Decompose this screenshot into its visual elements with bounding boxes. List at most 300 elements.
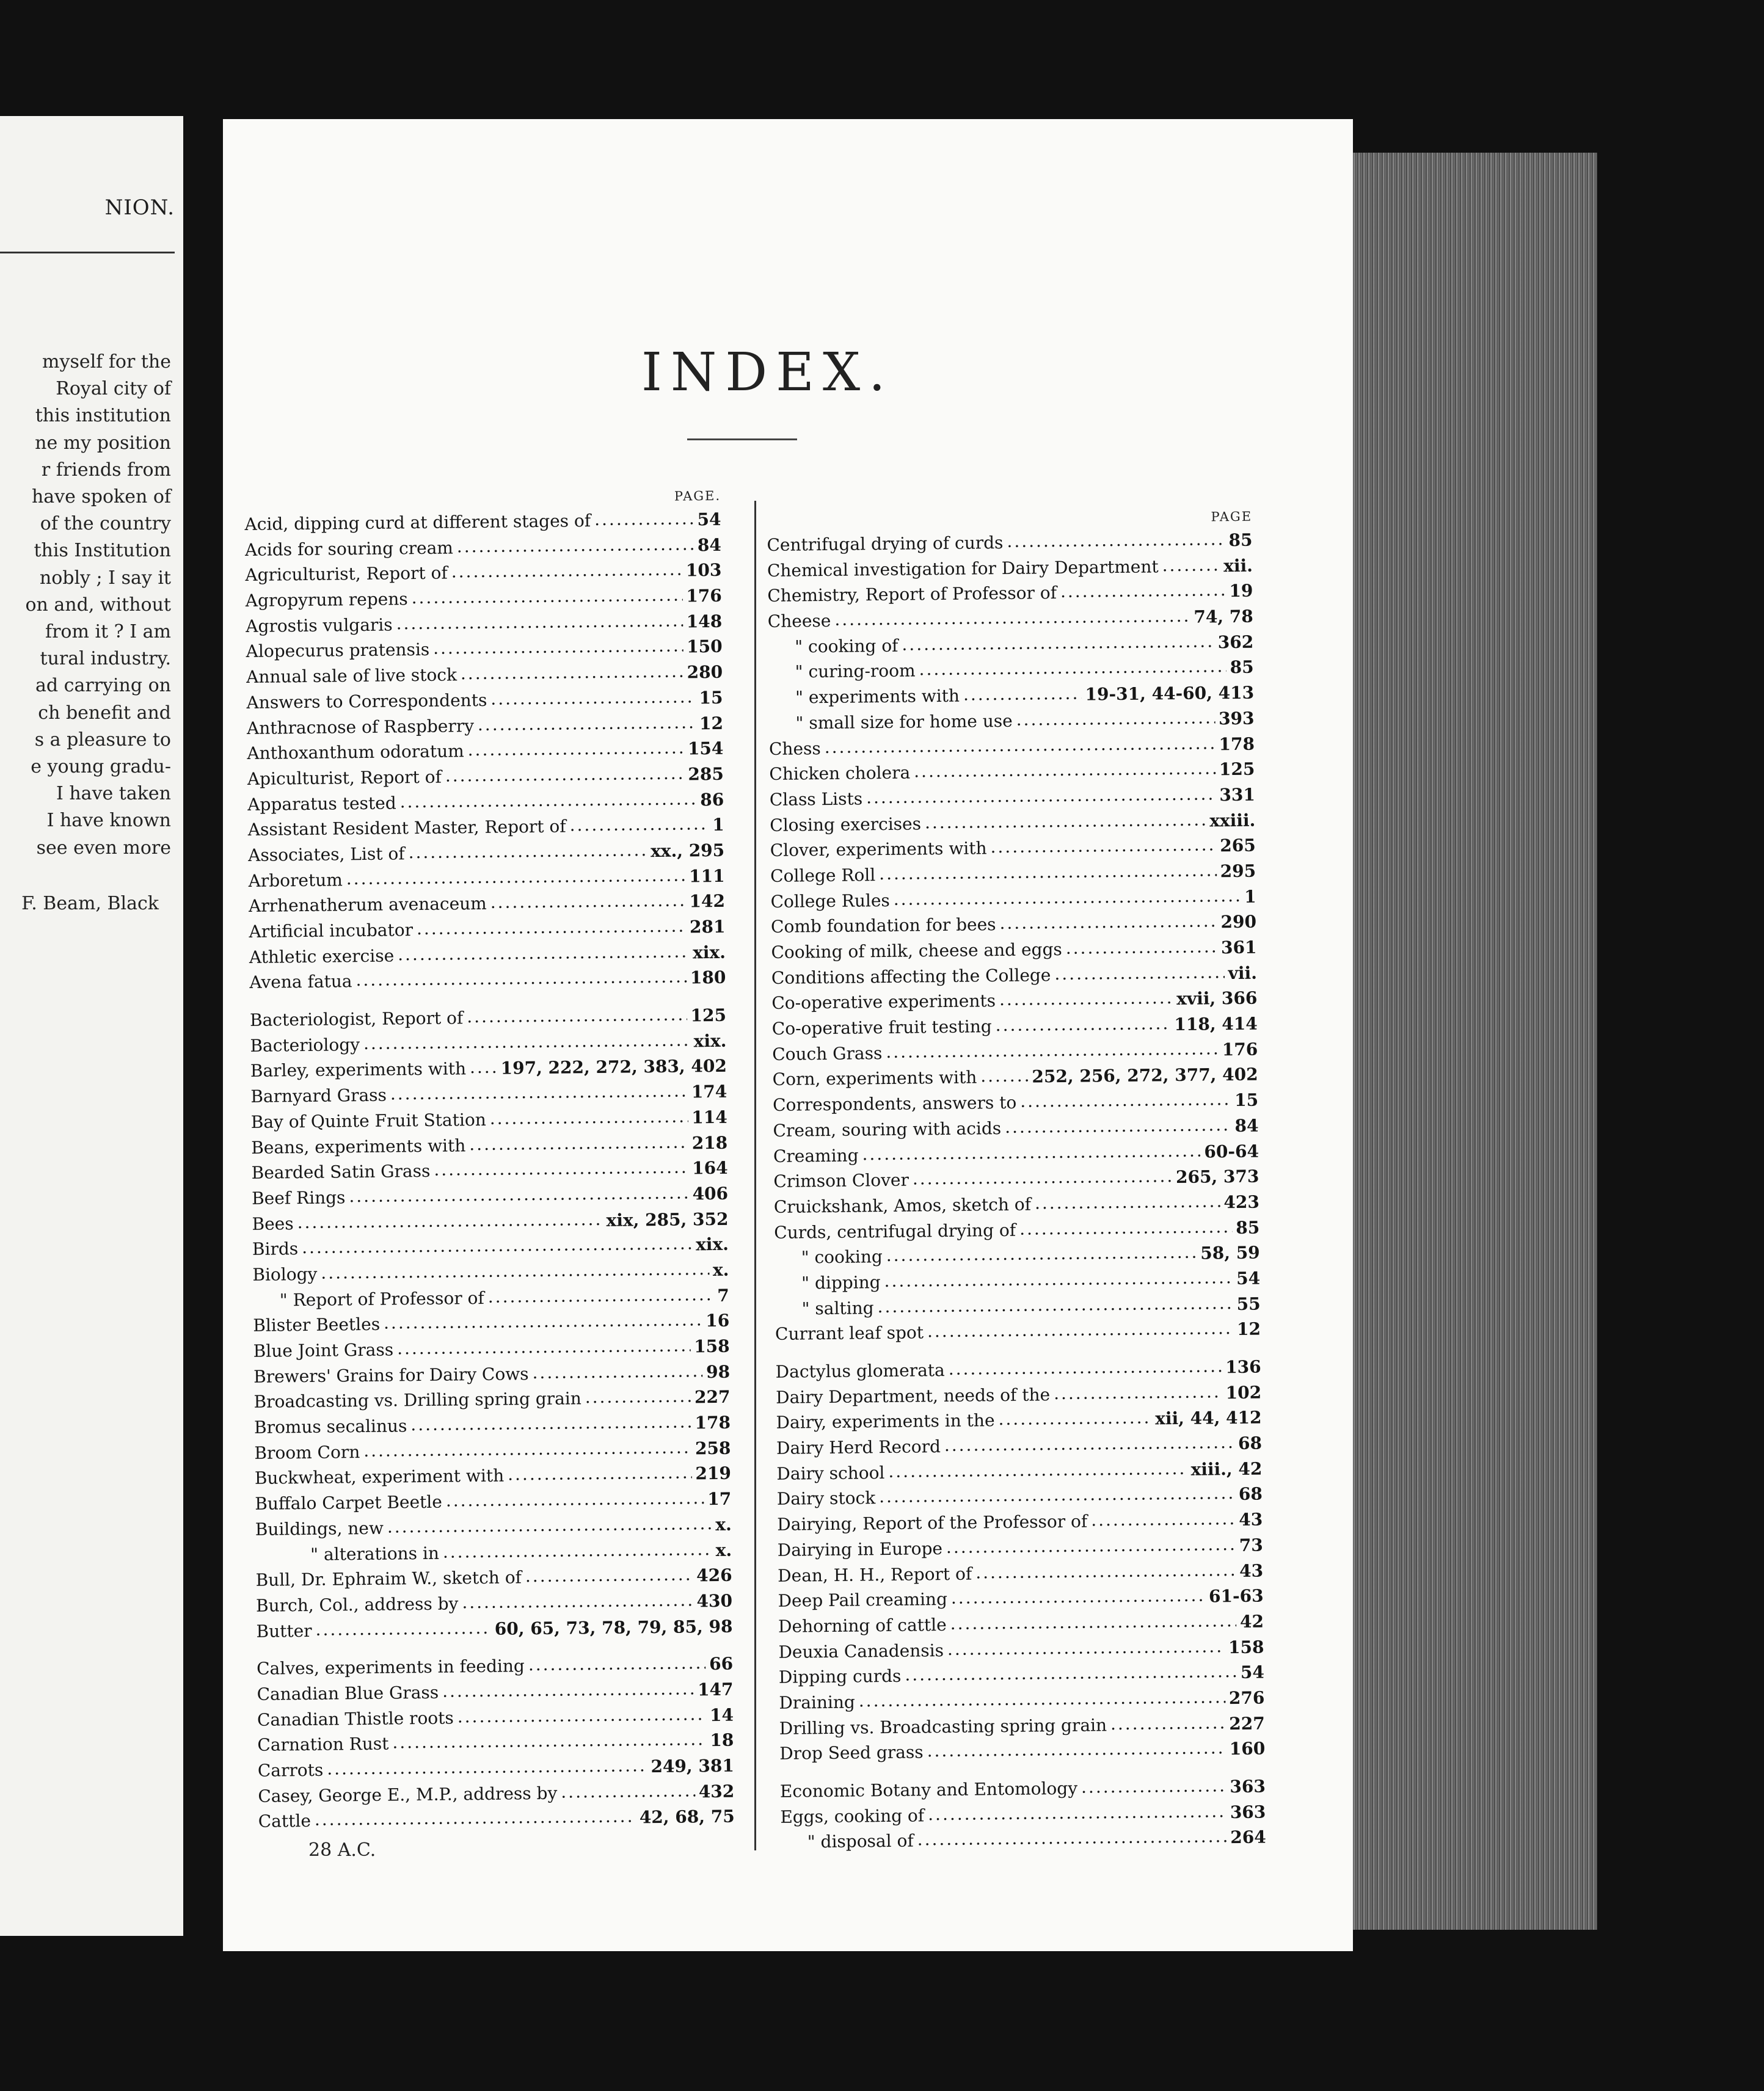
index-entry-page: 84 xyxy=(697,534,722,555)
leader-dots xyxy=(995,1011,1170,1038)
index-entry-term: Brewers' Grains for Dairy Cows xyxy=(253,1363,529,1387)
leader-dots xyxy=(384,1307,702,1336)
leader-dots xyxy=(478,710,696,737)
facing-page-line: have spoken of xyxy=(31,486,171,507)
index-entry-page: 43 xyxy=(1239,1560,1264,1581)
leader-dots xyxy=(927,1315,1233,1344)
index-entry-page: 176 xyxy=(1222,1039,1258,1060)
index-entry-term: Bull, Dr. Ephraim W., sketch of xyxy=(255,1567,522,1591)
index-entry-page: 252, 256, 272, 377, 402 xyxy=(1032,1064,1258,1087)
index-entry-page: 85 xyxy=(1236,1217,1260,1238)
index-entry-page: 148 xyxy=(686,611,723,632)
leader-dots xyxy=(363,1027,690,1056)
index-entry-term: Bromus secalinus xyxy=(253,1416,407,1438)
leader-dots xyxy=(410,1409,691,1438)
index-entry-page: 1 xyxy=(712,815,724,835)
index-entry-page: x. xyxy=(715,1514,732,1535)
index-entry-page: 17 xyxy=(707,1488,732,1510)
leader-dots xyxy=(528,1650,706,1678)
index-entry-term: Broom Corn xyxy=(254,1441,360,1463)
leader-dots xyxy=(919,654,1226,683)
index-entry-term: Dairy Herd Record xyxy=(776,1436,941,1458)
index-entry-term: Curds, centrifugal drying of xyxy=(774,1220,1016,1243)
facing-page-rule xyxy=(0,252,175,253)
index-entry-term: Dairy, experiments in the xyxy=(776,1410,995,1433)
book-page-edges xyxy=(1341,153,1597,1930)
index-entry-term: Dairying in Europe xyxy=(777,1538,943,1560)
index-entry-page: 363 xyxy=(1230,1776,1266,1797)
index-entry-term: Apiculturist, Report of xyxy=(247,766,442,789)
facing-page-line: r friends from xyxy=(41,459,171,481)
index-entry-term: Associates, List of xyxy=(248,843,405,865)
index-entry-page: 15 xyxy=(699,687,723,708)
facing-page-line: this institution xyxy=(35,405,171,427)
leader-dots xyxy=(411,583,682,611)
leader-dots xyxy=(408,837,647,865)
index-entry-term: Conditions affecting the College xyxy=(771,964,1051,988)
index-entry-term: Butter xyxy=(256,1620,312,1642)
index-entry-term: Apparatus tested xyxy=(247,792,396,815)
leader-dots xyxy=(1054,959,1225,987)
leader-dots xyxy=(442,1676,694,1704)
index-entry-term: Buildings, new xyxy=(255,1518,384,1540)
index-entry-page: 98 xyxy=(705,1361,731,1382)
index-entry-term: Dairy school xyxy=(776,1462,885,1484)
leader-dots xyxy=(825,730,1215,760)
index-entry-page: 285 xyxy=(688,763,724,785)
column-divider xyxy=(754,501,756,1850)
facing-page-line: nobly ; I say it xyxy=(39,567,171,589)
facing-page-line: ch benefit and xyxy=(38,702,171,724)
index-entry-term: Answers to Correspondents xyxy=(246,689,487,713)
index-entry-term: Athletic exercise xyxy=(249,945,395,967)
index-entry-term: Closing exercises xyxy=(770,813,922,835)
index-entry-term: Dipping curds xyxy=(778,1666,902,1688)
index-entry-page: 54 xyxy=(1240,1662,1265,1683)
index-entry-term: Anthracnose of Raspberry xyxy=(246,715,475,738)
leader-dots xyxy=(346,862,686,892)
facing-page-line: s a pleasure to xyxy=(34,729,171,751)
index-entry-page: xii, 44, 412 xyxy=(1154,1407,1262,1429)
index-entry-term: Beans, experiments with xyxy=(251,1135,466,1158)
index-entry xyxy=(779,1736,1265,1767)
leader-dots xyxy=(963,681,1082,708)
index-entry-term: Centrifugal drying of curds xyxy=(767,532,1004,555)
index-entry-page: xvii, 366 xyxy=(1176,988,1258,1009)
index-entry-term: Canadian Thistle roots xyxy=(257,1707,454,1730)
facing-page-line: Royal city of xyxy=(56,378,171,400)
leader-dots xyxy=(525,1562,693,1590)
index-entry-page: 423 xyxy=(1223,1191,1260,1213)
index-entry xyxy=(781,1825,1266,1855)
index-entry-page: 66 xyxy=(709,1653,734,1675)
index-entry-page: 68 xyxy=(1237,1433,1263,1454)
index-entry-term: Corn, experiments with xyxy=(772,1067,977,1090)
index-entry-page: 178 xyxy=(694,1412,731,1433)
index-entry-page: 125 xyxy=(1219,758,1255,780)
leader-dots xyxy=(879,1480,1235,1510)
leader-dots xyxy=(457,531,694,559)
leader-dots xyxy=(392,1727,706,1756)
index-entry-term: Chemical investigation for Dairy Department xyxy=(767,556,1159,581)
index-entry-page: 102 xyxy=(1225,1382,1262,1403)
index-entry-term: Broadcasting vs. Drilling spring grain xyxy=(253,1388,581,1413)
leader-dots xyxy=(399,786,696,815)
index-entry-term: Arboretum xyxy=(248,869,343,891)
index-entry-term: Bay of Quinte Fruit Station xyxy=(250,1109,486,1132)
index-entry-page: 84 xyxy=(1234,1115,1259,1136)
index-entry-term: Barnyard Grass xyxy=(250,1085,387,1107)
index-entry-term: " curing-room xyxy=(795,660,916,682)
index-entry-term: Chess xyxy=(768,738,821,759)
leader-dots xyxy=(980,1063,1029,1089)
index-entry-page: 12 xyxy=(1236,1318,1261,1340)
index-entry-term: Agrostis vulgaris xyxy=(246,614,393,636)
index-entry-term: Buckwheat, experiment with xyxy=(254,1466,505,1489)
index-entry-page: 150 xyxy=(687,636,723,657)
index-entry-page: 154 xyxy=(687,738,724,759)
leader-dots xyxy=(862,1138,1200,1167)
index-entry-term: Acid, dipping curd at different stages of xyxy=(244,511,591,534)
leader-dots xyxy=(951,1583,1206,1611)
index-entry-term: Bacteriology xyxy=(250,1034,360,1056)
index-entry-page: 147 xyxy=(697,1679,734,1700)
index-entry-page: 42, 68, 75 xyxy=(639,1806,735,1828)
index-entry-page: 85 xyxy=(1230,657,1254,678)
index-entry-page: 265 xyxy=(1220,835,1256,856)
leader-dots xyxy=(434,1155,688,1183)
facing-page-line: myself for the xyxy=(42,351,171,373)
index-entry-term: " alterations in xyxy=(310,1543,440,1565)
leader-dots xyxy=(894,883,1241,912)
index-entry-page: 136 xyxy=(1225,1356,1261,1378)
index-entry-term: Agropyrum repens xyxy=(245,589,408,611)
facing-page-line: ne my position xyxy=(35,432,171,454)
leader-dots xyxy=(998,1405,1151,1432)
index-entry-page: 280 xyxy=(687,661,723,683)
index-entry-page: 18 xyxy=(710,1730,734,1751)
index-entry-page: 164 xyxy=(691,1157,728,1179)
index-entry-term: " cooking xyxy=(801,1246,883,1268)
index-entry-term: Annual sale of live stock xyxy=(246,664,457,688)
leader-dots xyxy=(902,628,1214,657)
index-entry-page: 68 xyxy=(1238,1484,1263,1505)
index-entry-page: 86 xyxy=(700,789,724,810)
index-entry-page: 54 xyxy=(697,509,721,530)
index-entry-page: 60-64 xyxy=(1204,1141,1259,1162)
index-entry-page: 249, 381 xyxy=(651,1755,735,1777)
index-entry-term: Birds xyxy=(252,1238,299,1260)
leader-dots xyxy=(1016,705,1215,732)
index-entry-term: Chemistry, Report of Professor of xyxy=(767,583,1057,606)
leader-dots xyxy=(999,909,1217,936)
leader-dots xyxy=(488,1282,714,1310)
leader-dots xyxy=(302,1231,692,1260)
index-entry-term: Beef Rings xyxy=(251,1187,346,1209)
index-entry-page: x. xyxy=(712,1259,729,1280)
index-entry-term: " dipping xyxy=(801,1272,881,1293)
leader-dots xyxy=(490,1104,688,1131)
index-entry-term: Calves, experiments in feeding xyxy=(256,1656,525,1679)
index-entry-term: College Roll xyxy=(770,865,876,886)
leader-dots xyxy=(363,1435,691,1463)
index-entry-page: 74, 78 xyxy=(1194,606,1253,627)
leader-dots xyxy=(975,1557,1236,1585)
index-entry-term: Drilling vs. Broadcasting spring grain xyxy=(779,1714,1107,1739)
leader-dots xyxy=(532,1358,702,1386)
leader-dots xyxy=(886,1240,1197,1268)
index-entry-page: 393 xyxy=(1218,708,1255,729)
index-entry-term: Dairying, Report of the Professor of xyxy=(777,1511,1088,1535)
leader-dots xyxy=(1060,578,1226,605)
index-entry-term: Carrots xyxy=(257,1759,324,1781)
leader-dots xyxy=(315,1804,636,1833)
index-entry-page: 19 xyxy=(1229,581,1253,602)
index-entry-page: xix. xyxy=(692,942,726,963)
column-header: PAGE xyxy=(1211,509,1253,525)
index-entry-page: 54 xyxy=(1236,1268,1261,1289)
leader-dots xyxy=(445,760,685,788)
leader-dots xyxy=(917,1824,1226,1853)
index-entry xyxy=(249,965,726,995)
index-entry-page: 19-31, 44-60, 413 xyxy=(1085,682,1255,705)
index-entry-page: 60, 65, 73, 78, 79, 85, 98 xyxy=(494,1616,733,1639)
index-entry-page: 15 xyxy=(1234,1089,1259,1111)
index-entry-page: x. xyxy=(715,1540,732,1560)
leader-dots xyxy=(396,608,683,636)
leader-dots xyxy=(462,1587,693,1615)
index-entry-page: 290 xyxy=(1220,911,1257,933)
index-entry-page: xix, 285, 352 xyxy=(606,1209,729,1231)
index-entry-page: 361 xyxy=(1220,937,1257,958)
index-entry-term: Deuxia Canadensis xyxy=(778,1640,944,1662)
leader-dots xyxy=(947,1634,1225,1662)
leader-dots xyxy=(925,807,1206,835)
index-entry-term: Cruickshank, Amos, sketch of xyxy=(773,1194,1032,1217)
leader-dots xyxy=(950,1608,1236,1637)
leader-dots xyxy=(490,888,686,915)
index-entry-term: Drop Seed grass xyxy=(779,1742,924,1764)
index-entry-term: Biology xyxy=(252,1264,318,1285)
leader-dots xyxy=(1005,1112,1231,1140)
facing-page-line: this Institution xyxy=(34,540,171,562)
leader-dots xyxy=(1019,1214,1233,1242)
facing-page-line: ad carrying on xyxy=(35,675,171,697)
index-entry-term: Clover, experiments with xyxy=(770,838,987,861)
index-entry-term: Agriculturist, Report of xyxy=(245,562,448,586)
facing-page-line: on and, without xyxy=(25,594,171,616)
index-entry-page: 197, 222, 272, 383, 402 xyxy=(500,1056,727,1079)
leader-dots xyxy=(946,1532,1236,1560)
index-entry-page: 14 xyxy=(709,1704,734,1725)
index-entry-page: 160 xyxy=(1229,1738,1266,1759)
index-entry-page: 430 xyxy=(696,1590,733,1612)
leader-dots xyxy=(457,1701,707,1729)
index-entry-page: 118, 414 xyxy=(1174,1013,1258,1035)
leader-dots xyxy=(585,1384,691,1411)
index-entry-page: 1 xyxy=(1244,886,1256,907)
index-entry-page: 362 xyxy=(1217,631,1254,653)
leader-dots xyxy=(999,985,1173,1013)
leader-dots xyxy=(398,939,689,967)
index-entry-page: 227 xyxy=(1229,1713,1265,1734)
index-entry-page: 43 xyxy=(1239,1509,1263,1530)
facing-page-line: see even more xyxy=(36,837,171,859)
index-entry-page: 406 xyxy=(692,1183,729,1204)
leader-dots xyxy=(569,811,709,838)
leader-dots xyxy=(508,1460,692,1488)
leader-dots xyxy=(1054,1379,1222,1406)
index-entry-term: College Rules xyxy=(770,890,890,912)
index-entry-term: Currant leaf spot xyxy=(774,1322,924,1345)
leader-dots xyxy=(443,1536,712,1565)
index-column-left xyxy=(244,489,735,1835)
leader-dots xyxy=(905,1659,1237,1687)
leader-dots xyxy=(387,1511,712,1540)
leader-dots xyxy=(390,1078,688,1107)
index-entry-page: 114 xyxy=(691,1107,727,1128)
facing-page xyxy=(0,116,183,1936)
index-entry-page: vii. xyxy=(1228,962,1258,983)
index-entry-term: Artificial incubator xyxy=(249,920,414,942)
index-entry-page: 142 xyxy=(689,891,726,912)
index-entry xyxy=(775,1317,1261,1347)
index-entry-term: Economic Botany and Entomology xyxy=(779,1778,1078,1802)
index-entry-term: Cheese xyxy=(767,610,831,632)
index-entry-page: 176 xyxy=(686,585,722,606)
leader-dots xyxy=(315,1615,491,1642)
index-entry-page: 264 xyxy=(1230,1827,1266,1848)
page-title: INDEX. xyxy=(641,342,894,403)
facing-page-line: e young gradu- xyxy=(31,756,171,777)
index-entry-page: 258 xyxy=(694,1438,731,1459)
leader-dots xyxy=(927,1736,1226,1764)
index-entry-page: xii. xyxy=(1223,555,1253,576)
column-header: PAGE. xyxy=(674,488,721,504)
index-entry-page: 158 xyxy=(1228,1637,1264,1657)
leader-dots xyxy=(928,1798,1226,1827)
index-entry-term: Cooking of milk, cheese and eggs xyxy=(771,939,1062,962)
title-rule xyxy=(687,438,797,440)
index-entry-term: Blister Beetles xyxy=(253,1314,381,1336)
index-entry-page: 276 xyxy=(1228,1687,1265,1709)
leader-dots xyxy=(913,1163,1173,1191)
index-entry-page: 363 xyxy=(1230,1802,1266,1822)
index-entry-term: Avena fatua xyxy=(249,971,352,993)
leader-dots xyxy=(1162,552,1220,578)
index-entry-page: 12 xyxy=(699,713,724,733)
index-entry-page: 7 xyxy=(717,1285,729,1306)
index-entry-term: Eggs, cooking of xyxy=(780,1805,925,1827)
index-entry-page: 218 xyxy=(691,1132,728,1153)
index-entry xyxy=(256,1613,732,1644)
leader-dots xyxy=(349,1180,689,1209)
facing-page-line: from it ? I am xyxy=(45,621,171,642)
index-entry-term: " Report of Professor of xyxy=(279,1287,484,1311)
index-entry-page: 85 xyxy=(1228,529,1253,551)
leader-dots xyxy=(451,557,683,585)
index-entry-term: " cooking of xyxy=(795,635,898,657)
index-entry xyxy=(258,1804,735,1835)
index-entry-term: " salting xyxy=(801,1297,874,1319)
leader-dots xyxy=(490,684,696,711)
facing-page-line: I have taken xyxy=(56,783,171,805)
index-entry-page: 265, 373 xyxy=(1175,1166,1259,1188)
index-entry-term: Dairy Department, needs of the xyxy=(775,1384,1051,1408)
index-entry-term: Dairy stock xyxy=(776,1488,876,1510)
index-entry-term: Dean, H. H., Report of xyxy=(778,1563,972,1586)
index-entry-page: 103 xyxy=(685,560,722,581)
index-entry-term: Canadian Blue Grass xyxy=(257,1682,439,1704)
leader-dots xyxy=(944,1430,1235,1458)
index-entry-term: Bacteriologist, Report of xyxy=(249,1008,464,1031)
index-entry-page: 432 xyxy=(698,1781,735,1802)
leader-dots xyxy=(355,964,687,993)
leader-dots xyxy=(470,1055,497,1080)
index-entry-page: 61-63 xyxy=(1208,1585,1264,1607)
index-entry-term: Couch Grass xyxy=(772,1042,883,1064)
leader-dots xyxy=(1020,1086,1231,1114)
index-entry-page: 331 xyxy=(1219,784,1256,805)
index-entry-term: Co-operative experiments xyxy=(771,991,996,1014)
index-entry-term: Dehorning of cattle xyxy=(778,1614,947,1637)
leader-dots xyxy=(417,913,686,941)
index-entry-page: xiii., 42 xyxy=(1190,1458,1263,1480)
index-entry-list xyxy=(767,528,1266,1855)
index-entry-page: xix. xyxy=(693,1030,727,1052)
index-entry-page: 219 xyxy=(695,1463,732,1484)
index-entry-page: 158 xyxy=(694,1336,730,1357)
leader-dots xyxy=(888,1456,1187,1485)
leader-dots xyxy=(327,1753,647,1781)
facing-page-line: of the country xyxy=(40,513,171,535)
index-entry-term: Alopecurus pratensis xyxy=(246,639,430,662)
index-entry-page: xx., 295 xyxy=(650,840,725,862)
index-entry-term: Cream, souring with acids xyxy=(773,1118,1002,1141)
leader-dots xyxy=(561,1778,695,1805)
index-entry-term: Correspondents, answers to xyxy=(772,1092,1017,1116)
index-entry-term: " disposal of xyxy=(807,1830,914,1852)
index-entry-page: 180 xyxy=(690,967,726,988)
index-entry-list xyxy=(244,507,735,1835)
leader-dots xyxy=(1110,1710,1226,1737)
index-entry-page: 42 xyxy=(1239,1611,1264,1632)
index-entry-page: xix. xyxy=(695,1234,729,1255)
index-entry-term: Cattle xyxy=(258,1811,312,1832)
index-entry-term: Barley, experiments with xyxy=(250,1058,467,1082)
index-entry-page: 426 xyxy=(696,1565,732,1586)
index-entry-term: Dactylus glomerata xyxy=(775,1360,945,1382)
index-entry-page: 73 xyxy=(1239,1535,1263,1555)
index-entry-term: Bees xyxy=(252,1213,294,1234)
leader-dots xyxy=(859,1684,1226,1714)
index-entry-term: Deep Pail creaming xyxy=(778,1589,948,1612)
index-entry-page: 227 xyxy=(694,1387,731,1408)
index-entry-term: " experiments with xyxy=(795,685,960,708)
leader-dots xyxy=(321,1256,709,1286)
index-entry-term: Class Lists xyxy=(769,788,863,810)
leader-dots xyxy=(1035,1188,1220,1216)
leader-dots xyxy=(866,781,1216,810)
facing-page-line: I have known xyxy=(46,810,171,832)
index-entry-term: Arrhenatherum avenaceum xyxy=(248,893,487,917)
leader-dots xyxy=(467,735,684,763)
index-entry-term: Blue Joint Grass xyxy=(253,1339,394,1361)
index-entry-term: Acids for souring cream xyxy=(244,537,454,560)
signature-mark: 28 A.C. xyxy=(308,1839,376,1861)
leader-dots xyxy=(834,603,1190,633)
leader-dots xyxy=(1091,1506,1235,1533)
